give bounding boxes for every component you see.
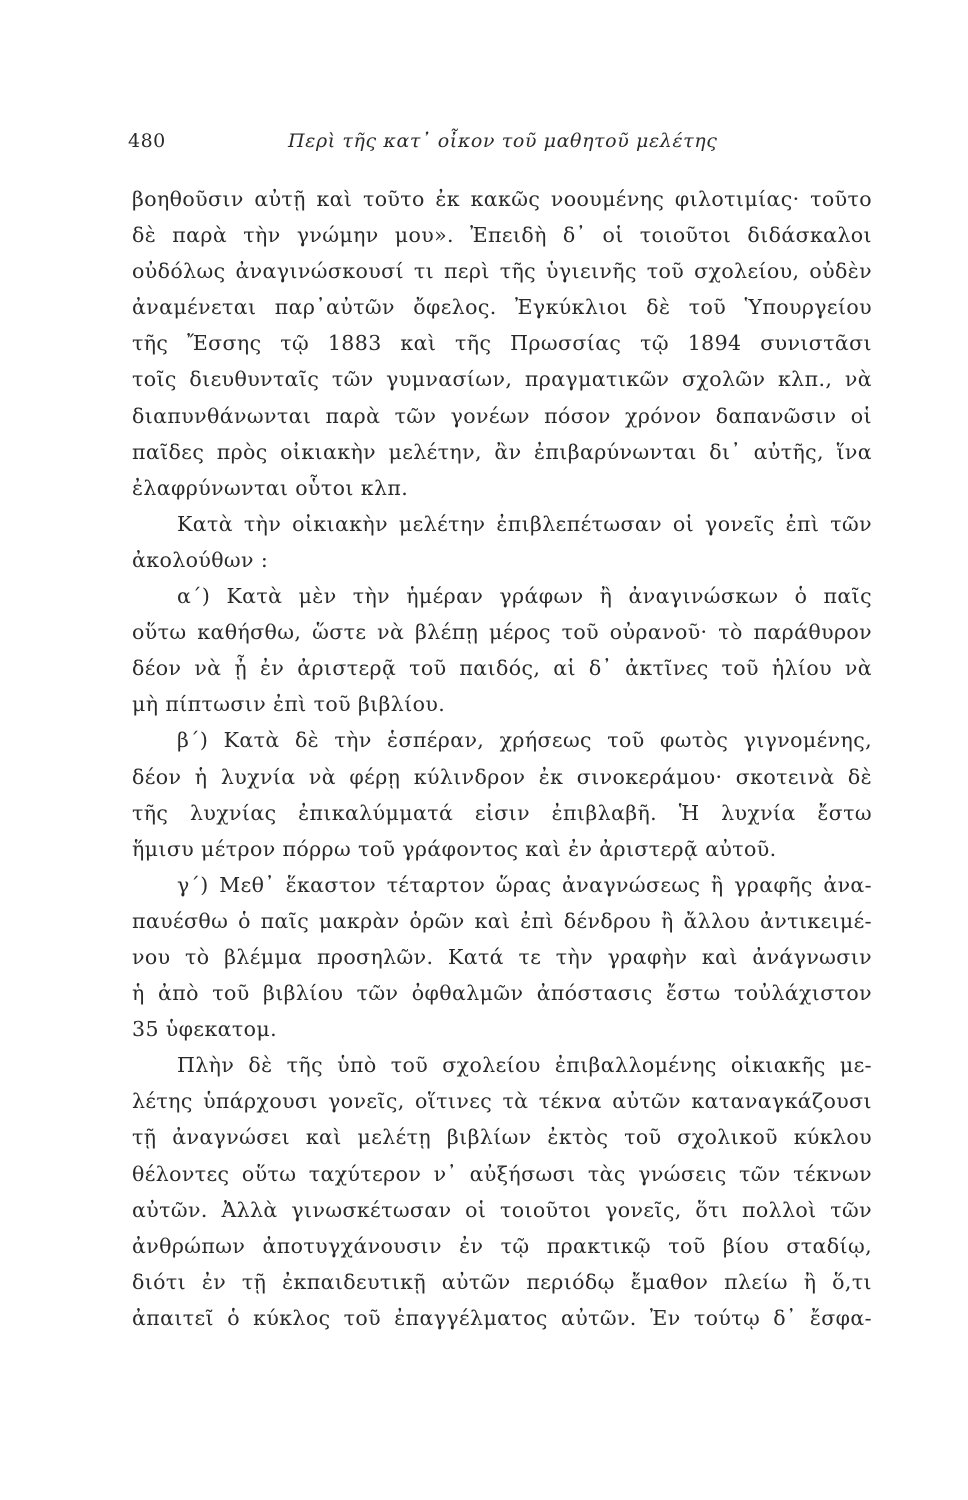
text-line: θέλοντες οὕτω ταχύτερον ν᾽ αὐξήσωσι τὰς γνώσεις τῶν τέκνων [132,1161,872,1186]
text-line: ἐλαφρύνωνται οὗτοι κλπ. [132,475,409,500]
text-line: οὐδόλως ἀναγινώσκουσί τι περὶ τῆς ὑγιεινῆς τοῦ σχολείου, οὐδὲν [132,259,872,284]
running-head [128,130,868,160]
text-line: τοῖς διευθυνταῖς τῶν γυμνασίων, πραγματικῶν σχολῶν κλπ., νὰ [132,367,872,392]
text-line: διότι ἐν τῇ ἐκπαιδευτικῇ αὐτῶν περιόδῳ ἔμαθον πλείω ἢ ὅ,τι [132,1269,872,1294]
text-line: δὲ παρὰ τὴν γνώμην μου». Ἐπειδὴ δ᾽ οἱ τοιοῦτοι διδάσκαλοι [132,223,872,248]
text-line: οὕτω καθήσθω, ὥστε νὰ βλέπῃ μέρος τοῦ οὐρανοῦ· τὸ παράθυρον [132,620,872,645]
text-line: δέον ἡ λυχνία νὰ φέρῃ κύλινδρον ἐκ σινοκεράμου· σκοτεινὰ δὲ [132,764,872,789]
text-line: παυέσθω ὁ παῖς μακρὰν ὁρῶν καὶ ἐπὶ δένδρου ἢ ἄλλου ἀντικειμέ- [132,908,872,933]
text-line: τῆς Ἔσσης τῷ 1883 καὶ τῆς Πρωσσίας τῷ 1894 συνιστᾶσι [132,331,872,356]
text-line: δέον νὰ ᾖ ἐν ἀριστερᾷ τοῦ παιδός, αἱ δ᾽ ἀκτῖνες τοῦ ἡλίου νὰ [132,656,872,681]
text-line: ἥμισυ μέτρον πόρρω τοῦ γράφοντος καὶ ἐν ἀριστερᾷ αὐτοῦ. [132,836,777,861]
paragraph-first-line: Κατὰ τὴν οἰκιακὴν μελέτην ἐπιβλεπέτωσαν οἱ γονεῖς ἐπὶ τῶν [177,511,872,536]
text-line: ἀνθρώπων ἀποτυγχάνουσιν ἐν τῷ πρακτικῷ τοῦ βίου σταδίῳ, [132,1233,872,1258]
list-item-c: γ΄) Μεθ᾽ ἕκαστον τέταρτον ὥρας ἀναγνώσεως ἢ γραφῆς ἀνα- [177,872,872,897]
paragraph-first-line: Πλὴν δὲ τῆς ὑπὸ τοῦ σχολείου ἐπιβαλλομένης οἰκιακῆς με- [177,1053,872,1078]
text-line: νου τὸ βλέμμα προσηλῶν. Κατά τε τὴν γραφὴν καὶ ἀνάγνωσιν [132,944,872,969]
text-line: αὐτῶν. Ἀλλὰ γινωσκέτωσαν οἱ τοιοῦτοι γονεῖς, ὅτι πολλοὶ τῶν [132,1197,872,1222]
text-line: παῖδες πρὸς οἰκιακὴν μελέτην, ἂν ἐπιβαρύνωνται δι᾽ αὐτῆς, ἵνα [132,439,872,464]
page-number: 480 [128,130,166,152]
text-line: 35 ὑφεκατομ. [132,1017,278,1042]
text-line: λέτης ὑπάρχουσι γονεῖς, οἵτινες τὰ τέκνα αὐτῶν καταναγκάζουσι [132,1089,872,1114]
list-item-b: β΄) Κατὰ δὲ τὴν ἑσπέραν, χρήσεως τοῦ φωτὸς γιγνομένης, [177,728,872,753]
text-line: διαπυνθάνωνται παρὰ τῶν γονέων πόσον χρόνον δαπανῶσιν οἱ [132,403,872,428]
body-text [132,181,872,1336]
running-title: Περὶ τῆς κατ᾽ οἶκον τοῦ μαθητοῦ μελέτης [288,130,718,152]
text-line: τῆς λυχνίας ἐπικαλύμματά εἰσιν ἐπιβλαβῆ. Ἡ λυχνία ἔστω [132,800,872,825]
text-line: μὴ πίπτωσιν ἐπὶ τοῦ βιβλίου. [132,692,446,717]
text-line: βοηθοῦσιν αὐτῇ καὶ τοῦτο ἐκ κακῶς νοουμένης φιλοτιμίας· τοῦτο [132,187,872,211]
list-item-a: α΄) Κατὰ μὲν τὴν ἡμέραν γράφων ἢ ἀναγινώσκων ὁ παῖς [177,584,872,609]
text-line: ἀπαιτεῖ ὁ κύκλος τοῦ ἐπαγγέλματος αὐτῶν. Ἐν τούτῳ δ᾽ ἔσφα- [132,1305,872,1330]
text-line: ἡ ἀπὸ τοῦ βιβλίου τῶν ὀφθαλμῶν ἀπόστασις ἔστω τοὐλάχιστον [132,981,872,1006]
text-line: ἀναμένεται παρ᾽αὐτῶν ὄφελος. Ἐγκύκλιοι δὲ τοῦ Ὑπουργείου [132,295,872,320]
text-line: ἀκολούθων : [132,547,269,572]
text-line: τῇ ἀναγνώσει καὶ μελέτῃ βιβλίων ἐκτὸς τοῦ σχολικοῦ κύκλου [132,1125,872,1150]
